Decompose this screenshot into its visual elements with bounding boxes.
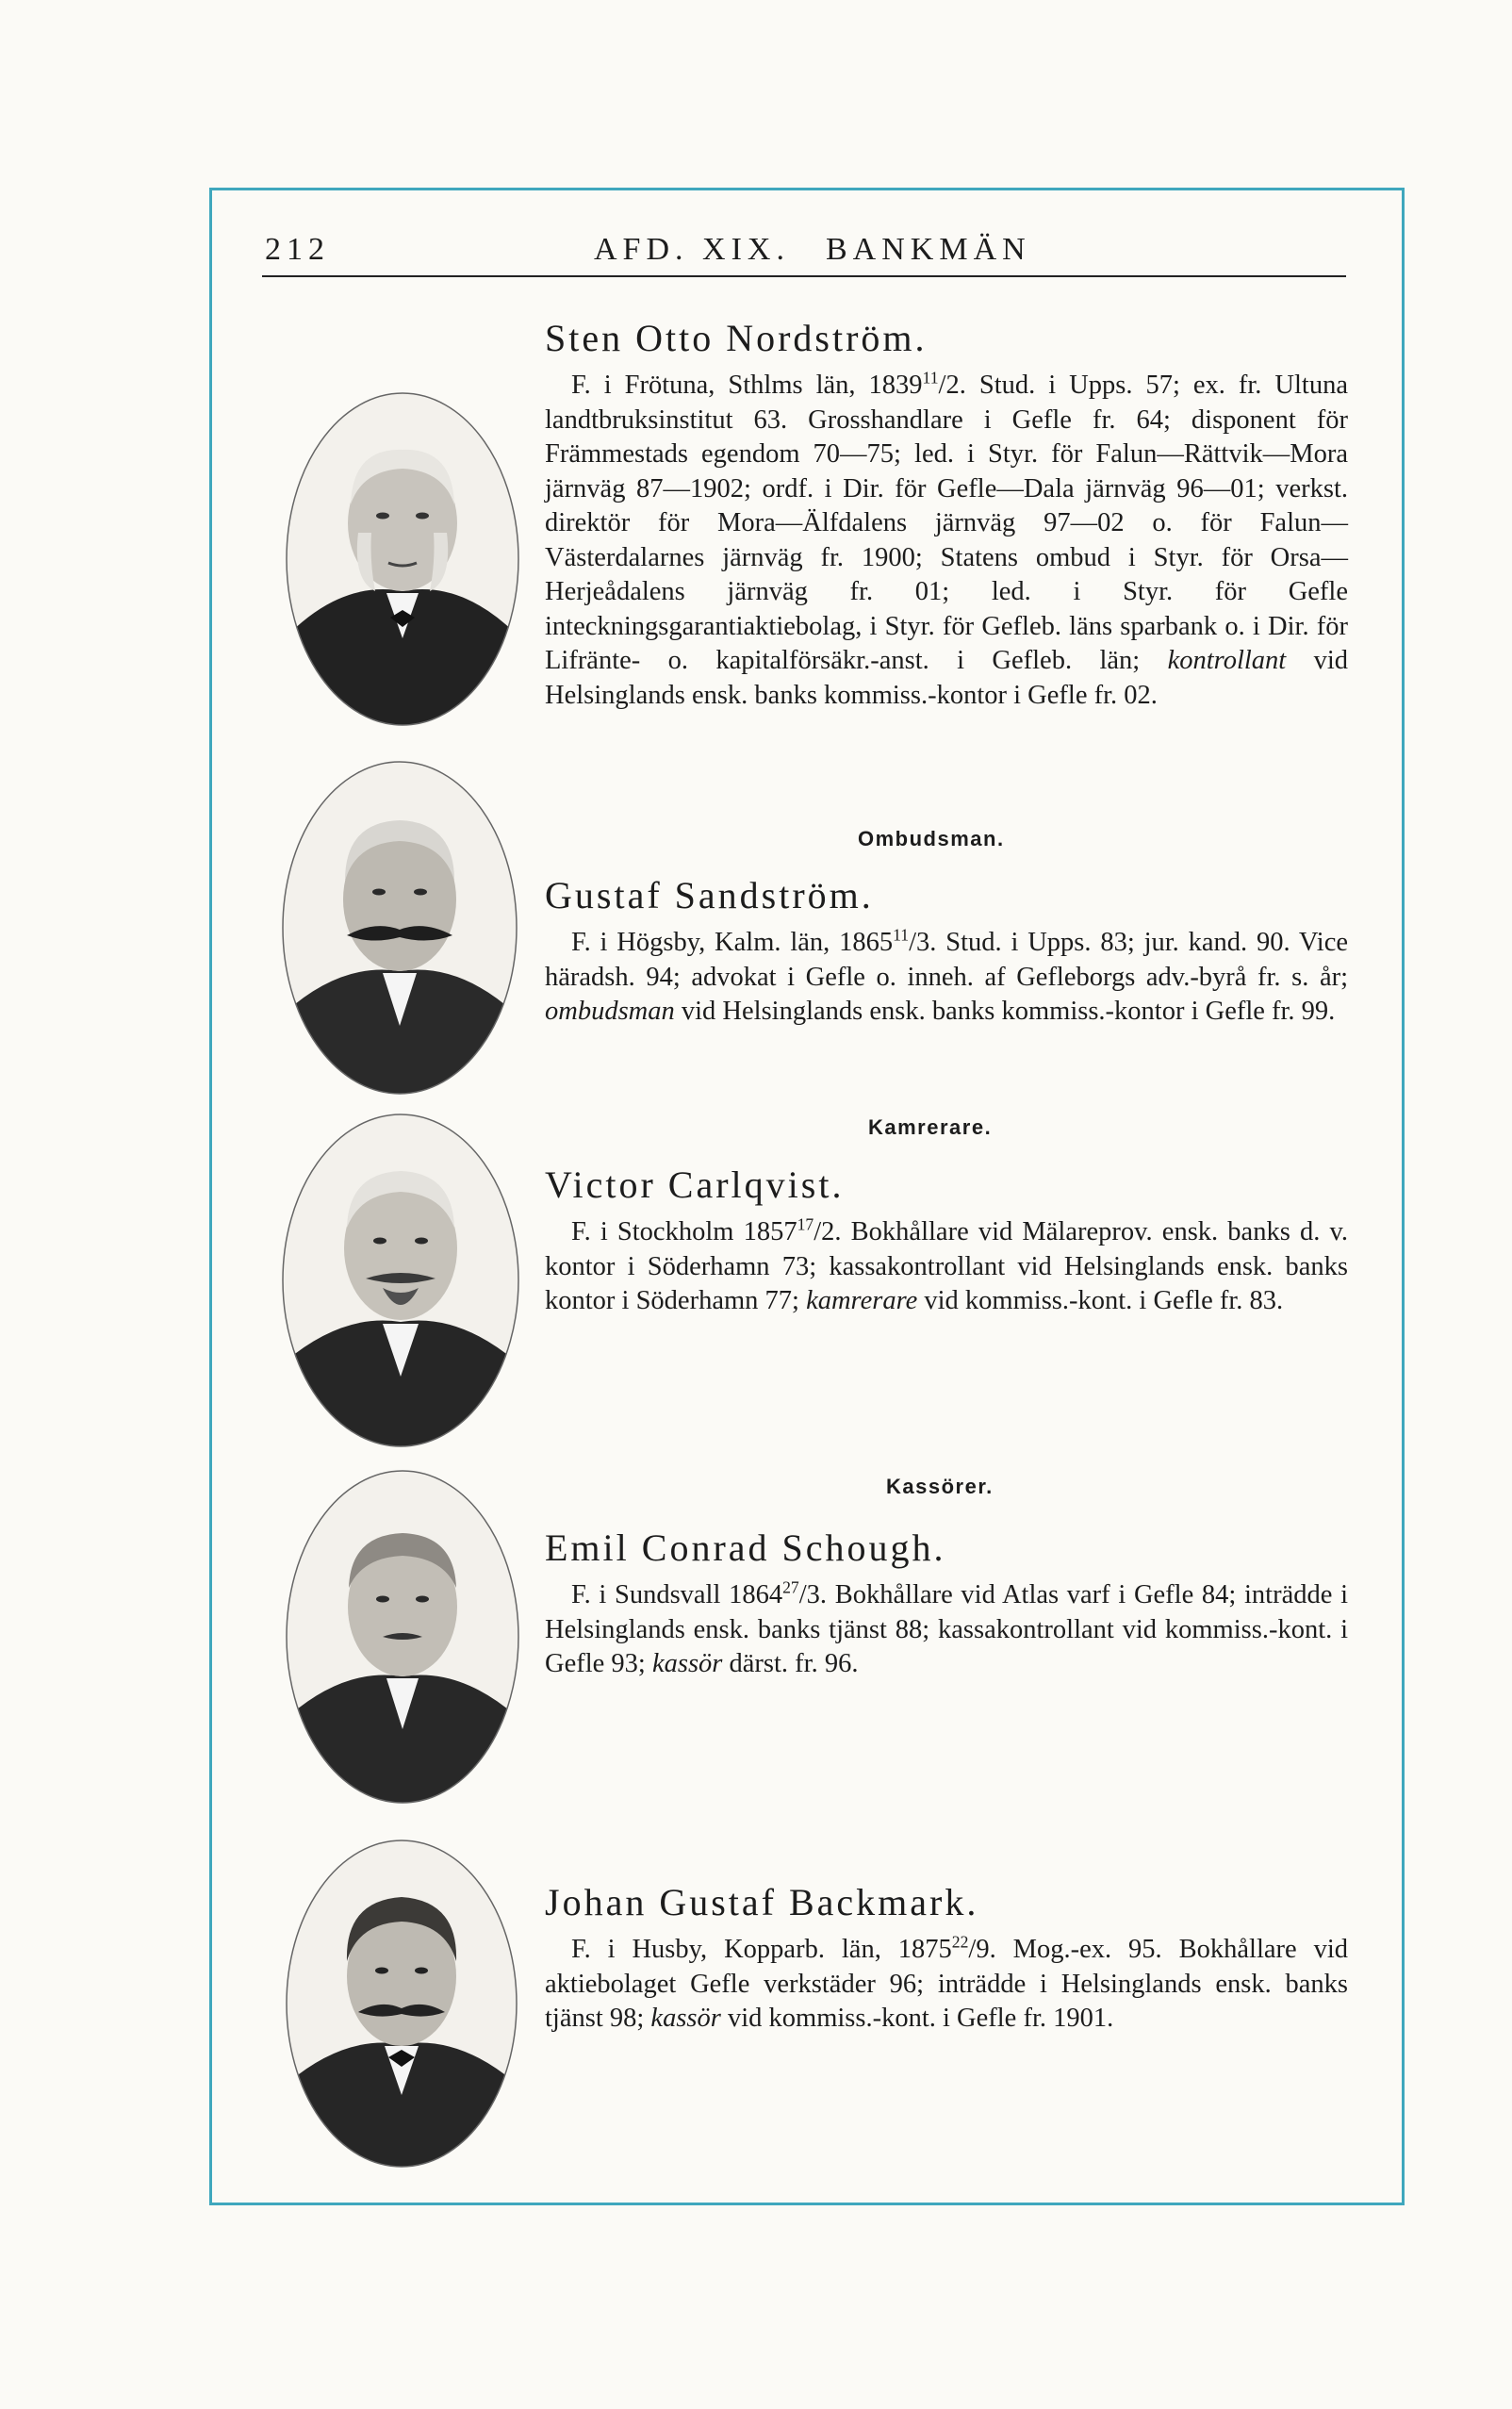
entry-bio <box>545 926 1348 1030</box>
portrait-backmark <box>285 1839 518 2169</box>
bio-text: vid Helsinglands ensk. banks kommiss.-kontor i Gefle fr. 99. <box>674 997 1336 1026</box>
bio-text: vid kommiss.-kont. i Gefle fr. 1901. <box>720 2004 1114 2033</box>
bio-text: vid kommiss.-kont. i Gefle fr. 83. <box>917 1286 1284 1315</box>
entry-backmark <box>545 1880 1348 2037</box>
bio-text: /3. Bokhållare vid Atlas varf i Gefle 84; inträdde i Helsinglands ensk. banks tjänst 88; kassakontrollant vid kommiss.-kont. i Gefle 93; <box>545 1580 1348 1678</box>
bio-text: F. i Stockholm 1857 <box>571 1217 797 1246</box>
portrait-nordstrom <box>285 391 520 727</box>
section-title: BANKMÄN <box>826 232 1031 267</box>
section-label: AFD. XIX. <box>594 232 790 267</box>
entry-name: Victor Carlqvist. <box>545 1163 845 1206</box>
entry-bio <box>545 369 1348 713</box>
position-title: kassör <box>650 2004 721 2033</box>
position-title: ombudsman <box>545 997 675 1026</box>
portrait-schough <box>285 1469 520 1805</box>
bio-text: /9. Mog.-ex. 95. Bokhållare vid aktiebolaget Gefle verkstäder 96; inträdde i Helsinglands ensk. banks tjänst 98; <box>545 1935 1348 2033</box>
entry-bio <box>545 1215 1348 1319</box>
entry-name: Emil Conrad Schough. <box>545 1526 946 1569</box>
entry-schough <box>545 1526 1348 1682</box>
date-superscript: 17 <box>797 1214 814 1234</box>
date-superscript: 11 <box>922 368 939 388</box>
position-title: kamrerare <box>806 1286 918 1315</box>
bio-text: därst. fr. 96. <box>722 1649 859 1678</box>
entry-name: Johan Gustaf Backmark. <box>545 1881 979 1923</box>
date-superscript: 27 <box>782 1577 799 1597</box>
role-heading-kamrerare: Kamrerare. <box>868 1115 993 1139</box>
header-rule <box>262 275 1346 277</box>
position-title: kontrollant <box>1167 646 1287 675</box>
entry-name: Sten Otto Nordström. <box>545 317 928 359</box>
bio-text: vid Helsinglands ensk. banks kommiss.-kontor i Gefle fr. 02. <box>545 646 1349 710</box>
entry-bio <box>545 1933 1348 2037</box>
bio-text: F. i Högsby, Kalm. län, 1865 <box>571 928 894 957</box>
date-superscript: 22 <box>951 1932 969 1952</box>
entry-bio <box>545 1578 1348 1682</box>
position-title: kassör <box>651 1649 723 1678</box>
portrait-sandstrom <box>281 760 518 1096</box>
role-heading-ombudsman: Ombudsman. <box>858 827 1005 850</box>
bio-text: F. i Husby, Kopparb. län, 1875 <box>571 1935 952 1964</box>
bio-text: /2. Stud. i Upps. 57; ex. fr. Ultuna landtbruksinstitut 63. Grosshandlare i Gefle fr. 64; disponent för Främmestads egendom 70—75; led. i Styr. för Falun—Rättvik—Mora järnväg 87—1902; ordf. i Dir. för Gefle—Dala järnväg 96—01; verkst. direktör för Mora—Älfdalens järnväg 97—02 o. för Falun—Västerdalarnes järnväg fr. 1900; Statens ombud i Styr. för Orsa—Herjeådalens järnväg fr. 01; led. i Styr. för Gefle inteckningsgarantiaktiebolag, i Styr. för Gefleb. läns sparbank o. i Dir. för Lifränte- o. kapitalförsäkr.-anst. i Gefleb. län; <box>545 371 1348 675</box>
date-superscript: 11 <box>893 925 910 945</box>
entry-nordstrom <box>545 316 1348 713</box>
entry-carlqvist <box>545 1163 1348 1319</box>
bio-text: /3. Stud. i Upps. 83; jur. kand. 90. Vice häradsh. 94; advokat i Gefle o. inneh. af Gefleborgs adv.-byrå fr. s. år; <box>545 928 1348 992</box>
page-number: 212 <box>265 232 330 267</box>
entry-sandstrom <box>545 873 1348 1030</box>
portrait-carlqvist <box>281 1113 520 1448</box>
bio-text: F. i Sundsvall 1864 <box>571 1580 783 1609</box>
bio-text: F. i Frötuna, Sthlms län, 1839 <box>571 371 923 400</box>
entry-name: Gustaf Sandström. <box>545 874 874 916</box>
role-heading-kassorer: Kassörer. <box>886 1475 994 1498</box>
bio-text: /2. Bokhållare vid Mälareprov. ensk. banks d. v. kontor i Söderhamn 73; kassakontrollant vid Helsinglands ensk. banks kontor i Söderhamn 77; <box>545 1217 1349 1315</box>
